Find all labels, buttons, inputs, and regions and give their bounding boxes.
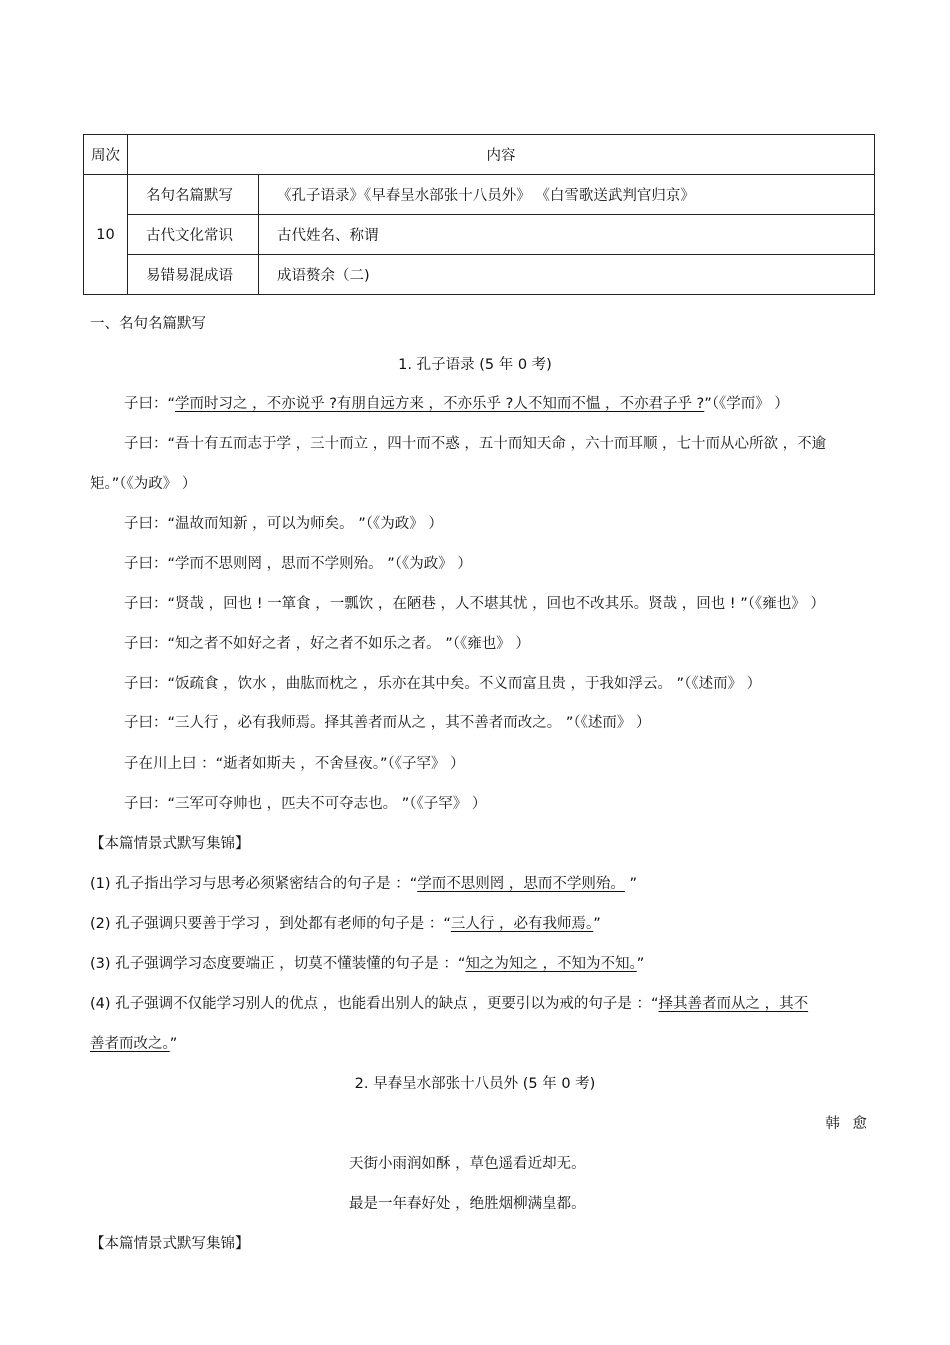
quote-line	[124, 397, 789, 412]
exercise-prompt: (4) 孔子强调不仅能学习别人的优点 ，也能看出别人的缺点 ，更要引以为戒的句子是 ：“	[90, 996, 659, 1012]
scenario-heading: 【本篇情景式默写集锦】	[90, 1236, 250, 1252]
exercise-answer: 三人行 ，必有我师焉。	[450, 916, 594, 932]
exercise-close: ”	[624, 876, 638, 892]
passage-title: 2. 早春呈水部张十八员外 (5 年 0 考)	[354, 1076, 596, 1092]
quote-line: 子曰：“温故而知新 ，可以为师矣。 ”（《为政》 ）	[124, 516, 443, 532]
category-cell: 易错易混成语	[128, 255, 259, 295]
table-row	[84, 175, 875, 215]
quote-line: 矩。”（《为政》 ）	[90, 476, 197, 492]
exercise-answer: 知之为知之 ，不知为不知。	[465, 956, 637, 972]
quote-line: 子曰：“贤哉 ，回也 ! 一箪食 ，一瓢饮 ，在陋巷 ，人不堪其忧 ，回也不改其乐。贤哉 ，回也 ! ”（《雍也》 ）	[124, 596, 825, 612]
quote-source: ”（《学而》 ）	[704, 396, 789, 412]
poem-verse: 天街小雨润如酥 ，草色遥看近却无。	[349, 1156, 586, 1172]
quote-line: 子在川上曰 ：“逝者如斯夫 ，不舍昼夜。”（《子罕》 ）	[124, 756, 465, 772]
exercise-close: ”	[593, 916, 601, 932]
quote-line: 子曰：“饭疏食 ，饮水 ，曲肱而枕之 ，乐亦在其中矣。不义而富且贵 ，于我如浮云。 ”（《述而》 ）	[124, 676, 762, 692]
poem-author: 韩 愈	[825, 1116, 867, 1132]
section-heading: 一、名句名篇默写	[90, 316, 206, 332]
poem-verse: 最是一年春好处 ，绝胜烟柳满皇都。	[349, 1196, 586, 1212]
quote-line: 子曰：“吾十有五而志于学 ，三十而立 ，四十而不惑 ，五十而知天命 ，六十而耳顺 ，七十而从心所欲 ，不逾	[124, 436, 827, 452]
table-header-row	[84, 135, 875, 175]
content-cell: 古代姓名、称谓	[259, 215, 875, 255]
exercise-close: ”	[169, 1036, 178, 1052]
category-cell: 名句名篇默写	[128, 175, 259, 215]
exercise-item	[90, 997, 808, 1012]
exercise-answer: 善者而改之。	[90, 1036, 170, 1052]
quote-line: 子曰：“学而不思则罔 ，思而不学则殆。 ”（《为政》 ）	[124, 556, 472, 572]
week-number: 10	[84, 175, 128, 295]
exercise-item	[90, 957, 644, 972]
table-row	[84, 215, 875, 255]
exercise-prompt: (2) 孔子强调只要善于学习 ，到处都有老师的句子是 ：“	[90, 916, 451, 932]
exercise-prompt: (3) 孔子强调学习态度要端正 ，切莫不懂装懂的句子是 ：“	[90, 956, 466, 972]
exercise-item	[90, 917, 601, 932]
quote-line: 子曰：“知之者不如好之者 ，好之者不如乐之者。 ”（《雍也》 ）	[124, 636, 530, 652]
exercise-close: ”	[636, 956, 645, 972]
scenario-heading: 【本篇情景式默写集锦】	[90, 836, 250, 852]
quote-line: 子曰：“三人行 ，必有我师焉。择其善者而从之 ，其不善者而改之。 ”（《述而》 ）	[124, 715, 651, 731]
underlined-quote: 学而时习之 ，不亦说乎 ?有朋自远方来 ，不亦乐乎 ?人不知而不愠 ，不亦君子乎 ?	[175, 396, 705, 412]
study-plan-table	[83, 134, 875, 295]
exercise-answer: 学而不思则罔 ，思而不学则殆。	[417, 876, 625, 892]
exercise-prompt: (1) 孔子指出学习与思考必须紧密结合的句子是 ：“	[90, 876, 418, 892]
content-cell: 《孔子语录》《早春呈水部张十八员外》 《白雪歌送武判官归京》	[259, 175, 875, 215]
exercise-item	[90, 877, 637, 892]
content-header: 内容	[128, 135, 875, 175]
week-header: 周次	[84, 135, 128, 175]
passage-title: 1. 孔子语录 (5 年 0 考)	[398, 357, 552, 373]
quote-prefix: 子曰：“	[124, 396, 176, 412]
exercise-answer: 择其善者而从之 ，其不	[658, 996, 809, 1012]
content-cell: 成语赘余（二)	[259, 255, 875, 295]
category-cell: 古代文化常识	[128, 215, 259, 255]
table-row	[84, 255, 875, 295]
quote-line: 子曰：“三军可夺帅也 ，匹夫不可夺志也。 ”（《子罕》 ）	[124, 796, 487, 812]
exercise-item-continued	[90, 1037, 177, 1052]
